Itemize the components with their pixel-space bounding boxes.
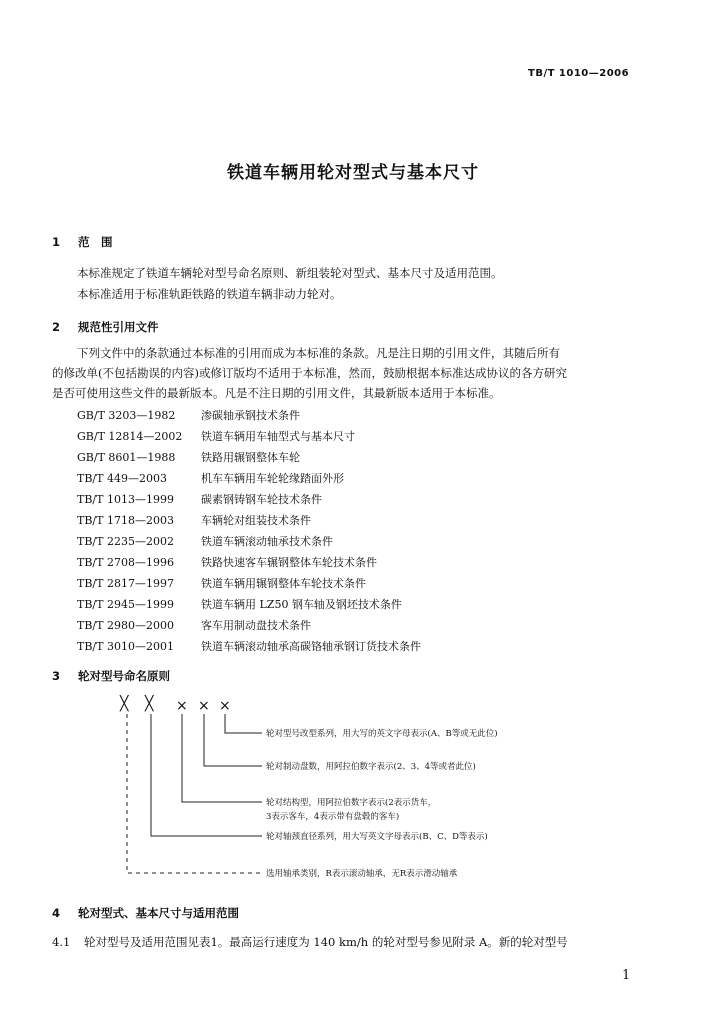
section-title: 范 围 <box>78 235 113 249</box>
ref-code: TB/T 2817—1997 <box>77 577 174 590</box>
ref-title: 铁路用辗钢整体车轮 <box>201 451 300 464</box>
section-number: 1 <box>52 235 61 249</box>
placeholder-mark: ╳ <box>120 696 129 712</box>
ref-code: TB/T 2235—2002 <box>77 535 174 548</box>
diagram-label: 轮对型号改型系列，用大写的英文字母表示(A、B等或无此位) <box>266 729 498 739</box>
clause-number: 4.1 <box>52 935 71 949</box>
paragraph: 下列文件中的条款通过本标准的引用而成为本标准的条款。凡是注日期的引用文件，其随后所有 <box>77 346 560 360</box>
ref-code: TB/T 2945—1999 <box>77 598 174 611</box>
ref-title: 车辆轮对组装技术条件 <box>201 514 311 527</box>
diagram-label: 轮对制动盘数，用阿拉伯数字表示(2、3、4等或者此位) <box>266 762 476 772</box>
section-number: 4 <box>52 906 61 920</box>
section-number: 3 <box>52 669 61 683</box>
ref-title: 碳素钢铸钢车轮技术条件 <box>201 493 322 506</box>
document-title: 铁道车辆用轮对型式与基本尺寸 <box>227 163 479 183</box>
ref-title: 铁道车辆用辗钢整体车轮技术条件 <box>201 577 366 590</box>
ref-title: 铁路快速客车辗钢整体车轮技术条件 <box>201 556 377 569</box>
ref-code: GB/T 3203—1982 <box>77 409 176 422</box>
ref-code: TB/T 1718—2003 <box>77 514 174 527</box>
paragraph: 本标准适用于标准轨距铁路的铁道车辆非动力轮对。 <box>77 287 342 301</box>
ref-title: 铁道车辆滚动轴承高碳铬轴承钢订货技术条件 <box>201 640 421 653</box>
diagram-label: 轮对结构型，用阿拉伯数字表示(2表示货车， <box>266 798 437 808</box>
clause-4-1 <box>52 934 568 950</box>
clause-text: 轮对型号及适用范围见表1。最高运行速度为 140 km/h 的轮对型号参见附录 A。新的轮对型号 <box>83 935 568 949</box>
section-4-heading <box>52 905 239 921</box>
placeholder-mark: × <box>219 698 231 714</box>
section-title: 轮对型式、基本尺寸与适用范围 <box>78 906 240 920</box>
placeholder-mark: ╳ <box>145 696 154 712</box>
placeholder-mark: × <box>176 698 188 714</box>
diagram-label: 轮对轴颈直径系列，用大写英文字母表示(B、C、D等表示) <box>266 832 488 842</box>
standard-number: TB/T 1010—2006 <box>528 68 630 79</box>
ref-code: GB/T 8601—1988 <box>77 451 176 464</box>
section-title: 轮对型号命名原则 <box>78 669 171 683</box>
ref-title: 铁道车辆用 LZ50 钢车轴及钢坯技术条件 <box>201 598 402 611</box>
ref-code: TB/T 2980—2000 <box>77 619 174 632</box>
ref-title: 机车车辆用车轮轮缘踏面外形 <box>201 472 344 485</box>
ref-code: TB/T 1013—1999 <box>77 493 174 506</box>
placeholder-mark: × <box>198 698 210 714</box>
ref-title: 铁道车辆滚动轴承技术条件 <box>201 535 333 548</box>
ref-title: 客车用制动盘技术条件 <box>201 619 311 632</box>
ref-code: TB/T 449—2003 <box>77 472 167 485</box>
ref-title: 渗碳轴承钢技术条件 <box>201 409 300 422</box>
paragraph: 本标准规定了铁道车辆轮对型号命名原则、新组装轮对型式、基本尺寸及适用范围。 <box>77 266 503 280</box>
ref-code: GB/T 12814—2002 <box>77 430 183 443</box>
diagram-label: 选用轴承类别，R表示滚动轴承，无R表示滑动轴承 <box>266 869 458 879</box>
paragraph: 的修改单(不包括勘误的内容)或修订版均不适用于本标准，然而，鼓励根据本标准达成协议的各方研究 <box>52 366 567 380</box>
page-number: 1 <box>622 968 631 983</box>
diagram-label: 3表示客车，4表示带有盘毂的客车) <box>266 812 400 822</box>
ref-code: TB/T 3010—2001 <box>77 640 174 653</box>
section-number: 2 <box>52 320 61 334</box>
section-title: 规范性引用文件 <box>78 320 159 334</box>
paragraph: 是否可使用这些文件的最新版本。凡是不注日期的引用文件，其最新版本适用于本标准。 <box>52 386 501 400</box>
ref-code: TB/T 2708—1996 <box>77 556 174 569</box>
ref-title: 铁道车辆用车轴型式与基本尺寸 <box>201 430 355 443</box>
